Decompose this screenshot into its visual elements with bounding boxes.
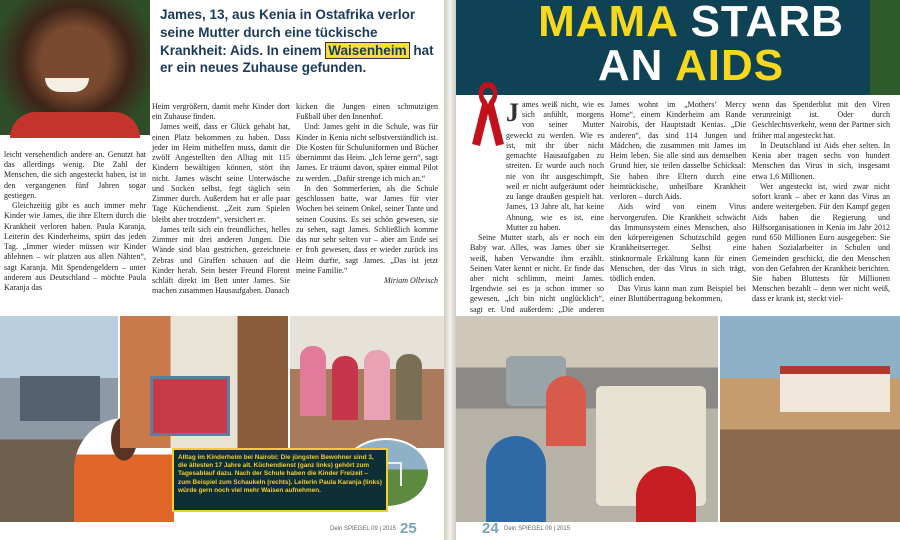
paragraph: Seine Mutter starb, als er noch ein Baby war. Alles, was James über sie weiß, haben Verwandte ihm erzählt. Seinen Vater kennt er nicht. Er finde das aber nicht schlimm, meint James. Irgendwie sei es ja schon immer so gewesen. „Ich bin nicht unglücklich“, sagt er. Und außerdem: „Die anderen xyxy=(470,233,604,314)
spine-gutter xyxy=(444,0,456,540)
paragraph: leicht versehentlich andere an. Genutzt hat das allerdings wenig. Die Zahl der Menschen, die sich angesteckt haben, ist in den vergangenen fünf Jahren sogar gestiegen. xyxy=(4,150,146,200)
right-column-2 xyxy=(610,100,746,305)
child-shape xyxy=(636,466,696,522)
child-shape xyxy=(332,356,358,420)
photo-bedroom xyxy=(120,316,288,448)
page-footer: Dein SPIEGEL 09 | 2015 xyxy=(504,526,571,532)
portrait-smile xyxy=(45,78,89,92)
paragraph: Aids wird von einem Virus hervorgerufen. Die Krankheit schwächt das Immunsystem eines Menschen, also den körpereigenen Schutzschild gegen Krankheitserreger. Selbst eine stinknormale Erkältung kann für einen Menschen, der das Virus in sich trägt, tödlich enden. xyxy=(610,202,746,283)
paragraph: James weiß, dass er Glück gehabt hat, einen Platz bekommen zu haben. Dass jeder im Heim mithelfen muss, damit die zwölf Angestellten den Alltag mit 115 Kindern bewältigen können, stört ihn nicht. James wäscht seine Unterwäsche und Socken selbst, fegt täglich sein Zimmer durch. Außerdem hat er alle paar Tage Küchendienst. „Zeit zum Spielen bleibt aber trotzdem“, versichert er. xyxy=(152,122,290,224)
left-page xyxy=(0,0,444,540)
intro-text xyxy=(160,6,440,77)
child-shape xyxy=(486,436,546,522)
drop-cap: J xyxy=(506,98,519,127)
paragraph: ames weiß nicht, wie es sich anfühlt, morgens von seiner Mutter geweckt zu werden. Wie es ist, mit ihr über nicht gemachte Hausaufgaben zu streiten. Er wurde auch noch nie von ihr ausgeschimpft, weil er nicht aufgeräumt oder zu lange draußen gespielt hat. James, 13 Jahre alt, hat keine Ahnung, wie es ist, eine Mutter zu haben. xyxy=(506,100,604,232)
headline-word: MAMA xyxy=(538,0,678,46)
right-column-1 xyxy=(470,100,604,325)
paragraph: James teilt sich ein freundliches, helles Zimmer mit drei anderen Jungen. Die Wände sind blau gestrichen, gezeichnete Zebras und Giraffen schauen auf die Kinder herab. Sein bester Freund Florent schläft direkt im Bett unter James. Sie machen zusammen Hausaufgaben. Danach xyxy=(152,224,290,296)
child-shape xyxy=(396,354,422,420)
child-shape xyxy=(364,350,390,420)
left-column-1 xyxy=(4,150,146,293)
author-signature: Miriam Olbrisch xyxy=(384,275,438,285)
right-column-3 xyxy=(752,100,890,305)
paragraph: kicken die Jungen einen schmutzigen Fußball über den Innenhof. xyxy=(296,102,438,122)
house-shape xyxy=(780,366,890,412)
headline xyxy=(486,0,896,88)
paragraph: wenn das Spenderblut mit den Viren verunreinigt ist. Oder durch Geschlechtsverkehr, wenn der Partner sich früher mal angesteckt hat. xyxy=(752,100,890,140)
paragraph: Gleichzeitig gibt es auch immer mehr Kinder wie James, die ihre Eltern durch die Krankheit verloren haben. Paula Karanja, Leiterin des Kinderheims, spürt das jeden Tag. „Immer wieder müssen wir Kinder ablehnen – wir platzen aus allen Nähten“, sagt Karanja. Mit Spendengeldern – unter anderem aus Deutschland – möchte Paula Karanja das xyxy=(4,201,146,293)
paragraph: James wohnt im „Mothers’ Mercy Home“, einem Kinderheim am Rande Nairobis, der Hauptstadt Kenias. „Die anderen“, das sind 114 Jungen und Mädchen, die zusammen mit James im Heim leben. Sie alle sind aus demselben Grund hier, sie teilen dasselbe Schicksal: Sie haben ihre Eltern durch eine heimtückische, unheilbare Krankheit verloren – durch Aids. xyxy=(610,100,746,202)
page-footer: Dein SPIEGEL 09 | 2015 xyxy=(330,526,397,532)
photo-kitchen xyxy=(456,316,718,522)
intro-before: James, 13, aus Kenia in Ostafrika verlor seine Mutter durch eine tückische Krankheit: Aids. In einem xyxy=(160,7,416,58)
paragraph: In Deutschland ist Aids eher selten. In Kenia aber tragen sechs von hundert Menschen das Virus in sich, insgesamt etwa 1,6 Millionen. xyxy=(752,140,890,181)
headline-word: STARB xyxy=(690,0,844,46)
building-shape xyxy=(20,376,100,421)
left-column-2 xyxy=(152,102,290,296)
intro-after: hat er ein neues Zuhause gefunden. xyxy=(160,42,434,76)
child-shape xyxy=(300,346,326,416)
photo-children-home-exterior xyxy=(720,316,900,522)
paragraph: Wer angesteckt ist, wird zwar nicht sofort krank – aber er kann das Virus an andere weitergeben. Für den Kampf gegen Aids haben die Regierung und Hilfsorganisationen in Kenia im Jahr 2012 rund 650 Millionen Euro ausgegeben: Sie haben Sozialarbeiter in Schulen und Gemeinden geschickt, die den Menschen von den Gefahren der Krankheit berichten. Sie haben Bluttests für Millionen Menschen bezahlt – denn wer nicht weiß, dass er krank ist, steckt viel- xyxy=(752,181,890,304)
child-shape xyxy=(546,376,586,446)
paragraph: Heim vergrößern, damit mehr Kinder dort ein Zuhause finden. xyxy=(152,102,290,122)
headline-word: AIDS xyxy=(675,41,785,90)
page-number: 24 xyxy=(482,520,499,537)
paragraph: In den Sommerferien, als die Schule geschlossen hatte, war James für vier Wochen bei seinem Onkel, seiner Tante und seinen Cousins. Es sei schön gewesen, sie zu sehen, sagt James. Schließlich komme das nur sehr selten vor – aber am Ende sei er froh gewesen, dass er wieder zurück ins Heim durfte, sagt James. „Das ist jetzt meine Familie.“ xyxy=(296,183,438,275)
portrait-photo xyxy=(0,0,150,135)
photo-children-group xyxy=(290,316,444,448)
right-page xyxy=(456,0,900,540)
portrait-shirt xyxy=(10,112,140,138)
headline-word: AN xyxy=(597,41,664,90)
paragraph: Und: James geht in die Schule, was für Kinder in Kenia nicht selbstverständlich ist. Die Kosten für Schuluniformen und Bücher übernimmt das Heim. „Ich lerne gern“, sagt James. Er träumt davon, später einmal Pilot zu werden. „Dafür strenge ich mich an.“ xyxy=(296,122,438,183)
bunk-bed-shape xyxy=(150,376,230,436)
paragraph: Das Virus kann man zum Beispiel bei einer Bluttübertragung bekommen, xyxy=(610,284,746,304)
left-column-3 xyxy=(296,102,438,286)
page-number: 25 xyxy=(400,520,417,537)
photo-caption: Alltag im Kinderheim bei Nairobi: Die jüngsten Bewohner sind 3, die ältesten 17 Jahre alt. Küchendienst (ganz links) gehört zum Tagesablauf dazu. Nach der Schule haben die Kinder Freizeit – zum Beispiel zum Schaukeln (rechts). Leiterin Paula Karanja (links) würde gern noch viel mehr Waisen aufnehmen. xyxy=(172,448,388,512)
intro-highlight: Waisenheim xyxy=(325,42,409,59)
